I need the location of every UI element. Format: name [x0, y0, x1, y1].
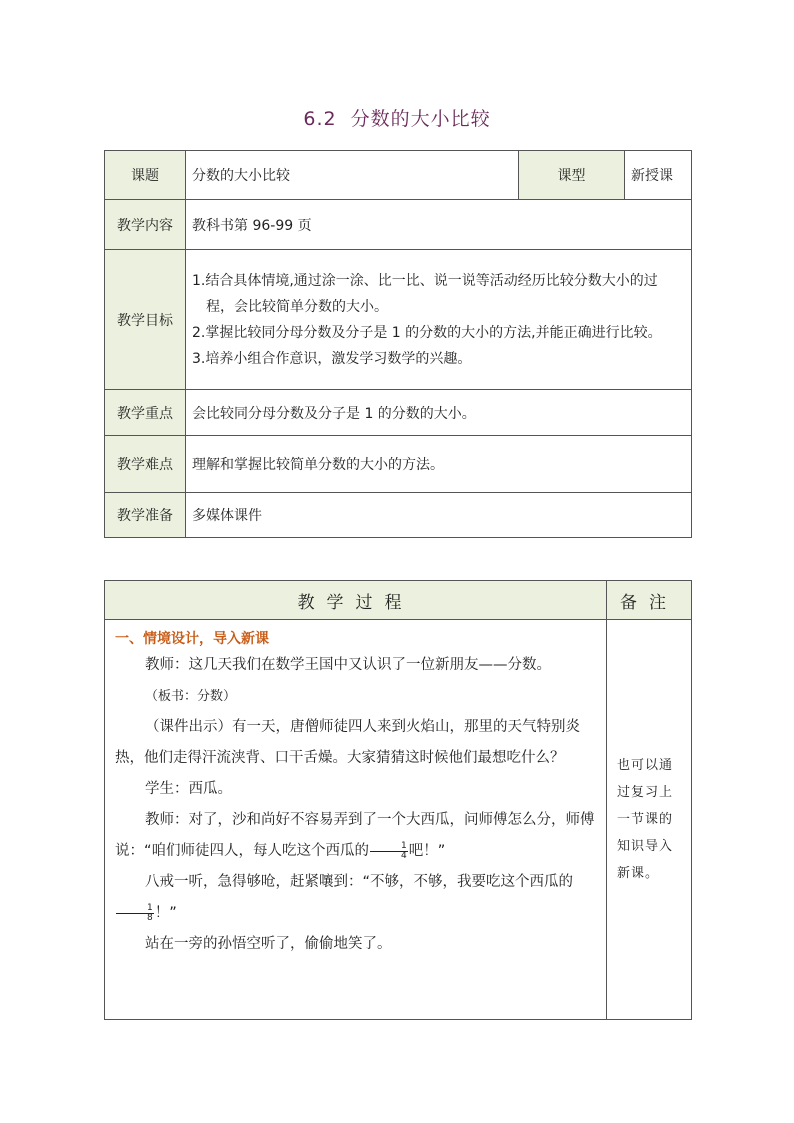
prep-value: 多媒体课件 — [186, 493, 692, 538]
paragraph-text: 吧！” — [408, 843, 446, 859]
content-label: 教学内容 — [105, 200, 186, 250]
process-content — [105, 620, 607, 1020]
paragraph: （板书：分数） — [145, 689, 237, 704]
fraction-one-eighth — [116, 904, 154, 923]
notes-header: 备注 — [607, 581, 692, 620]
prep-label: 教学准备 — [105, 493, 186, 538]
title-text: 分数的大小比较 — [350, 108, 491, 130]
title-number: 6.2 — [303, 108, 337, 130]
teaching-process-table — [104, 580, 692, 1020]
remark-note: 也可以通过复习上一节课的知识导入新课。 — [607, 620, 692, 1020]
objectives-list — [186, 250, 692, 390]
difficulty-label: 教学难点 — [105, 436, 186, 493]
key-point-value: 会比较同分母分数及分子是 1 的分数的大小。 — [186, 390, 692, 436]
key-point-label: 教学重点 — [105, 390, 186, 436]
lesson-info-table — [104, 150, 692, 538]
paragraph: 站在一旁的孙悟空听了，偷偷地笑了。 — [145, 936, 392, 952]
paragraph-text: 八戒一听，急得够呛，赶紧嚷到：“不够，不够，我要吃这个西瓜的 — [145, 874, 574, 890]
page-title — [0, 104, 794, 131]
paragraph-text: ！” — [154, 905, 177, 921]
fraction-numerator: 1 — [370, 842, 408, 852]
paragraph-text: 教师：对了，沙和尚好不容易弄到了一个大西瓜，问师傅怎么分，师傅说：“咱们师徒四人，每人吃这个西瓜的 — [115, 812, 595, 859]
fraction-denominator: 8 — [147, 912, 153, 923]
difficulty-value: 理解和掌握比较简单分数的大小的方法。 — [186, 436, 692, 493]
fraction-numerator: 1 — [116, 904, 154, 914]
topic-value: 分数的大小比较 — [186, 151, 519, 200]
paragraph: 教师：这几天我们在数学王国中又认识了一位新朋友——分数。 — [145, 657, 551, 673]
paragraph — [115, 805, 596, 867]
section-title: 一、情境设计，导入新课 — [115, 631, 269, 647]
topic-label: 课题 — [105, 151, 186, 200]
type-value: 新授课 — [625, 151, 692, 200]
content-value: 教科书第 96-99 页 — [186, 200, 692, 250]
objective-item: 3.培养小组合作意识，激发学习数学的兴趣。 — [192, 350, 472, 367]
paragraph — [115, 867, 596, 929]
paragraph: 学生：西瓜。 — [145, 781, 232, 797]
process-header: 教学过程 — [105, 581, 607, 620]
type-label: 课型 — [519, 151, 625, 200]
objective-item: 2.掌握比较同分母分数及分子是 1 的分数的大小的方法,并能正确进行比较。 — [192, 324, 662, 341]
objective-item: 1.结合具体情境,通过涂一涂、比一比、说一说等活动经历比较分数大小的过程，会比较简单分数的大小。 — [192, 272, 658, 315]
fraction-denominator: 4 — [401, 850, 407, 861]
objectives-label: 教学目标 — [105, 250, 186, 390]
fraction-one-quarter — [370, 842, 408, 861]
paragraph: （课件出示）有一天，唐僧师徒四人来到火焰山，那里的天气特别炎热，他们走得汗流浃背、口干舌燥。大家猜猜这时候他们最想吃什么？ — [115, 719, 580, 766]
